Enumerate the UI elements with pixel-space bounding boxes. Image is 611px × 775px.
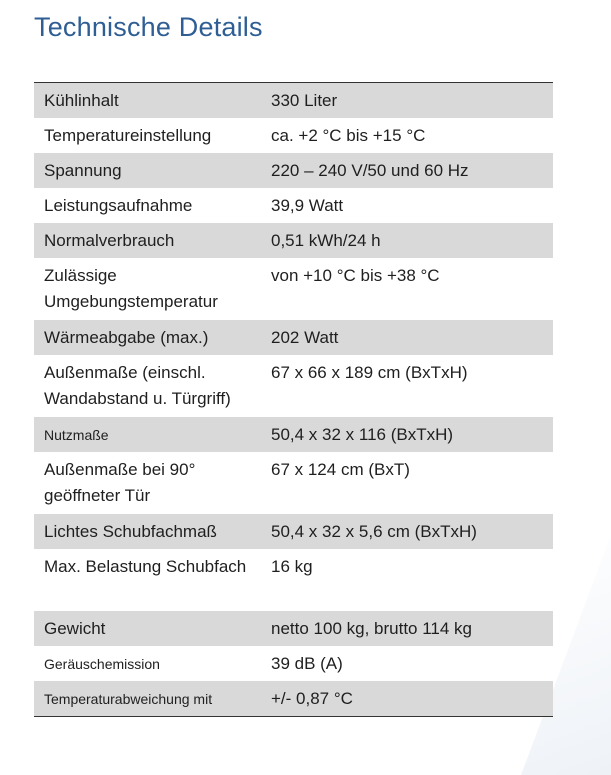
row-label: Spannung xyxy=(34,153,261,188)
table-row xyxy=(34,417,553,452)
table-row xyxy=(34,258,553,320)
row-value: 50,4 x 32 x 116 (BxTxH) xyxy=(261,417,553,452)
row-label: Geräuschemission xyxy=(44,656,160,672)
table-row xyxy=(34,549,553,611)
row-label: Normalverbrauch xyxy=(34,223,261,258)
row-value: 0,51 kWh/24 h xyxy=(261,223,553,258)
row-label: Nutzmaße xyxy=(34,417,261,452)
table-row xyxy=(34,514,553,549)
row-value: 330 Liter xyxy=(261,83,553,119)
table-row xyxy=(34,83,553,119)
page-title: Technische Details xyxy=(34,12,263,42)
table-row xyxy=(34,611,553,646)
table-row xyxy=(34,646,553,681)
row-label: Wärmeabgabe (max.) xyxy=(34,320,261,355)
row-label: Gewicht xyxy=(34,611,261,646)
spec-table xyxy=(34,82,553,717)
table-row xyxy=(34,153,553,188)
row-value: 16 kg xyxy=(271,557,313,576)
row-value: 67 x 66 x 189 cm (BxTxH) xyxy=(271,363,468,382)
row-label: Lichtes Schubfachmaß xyxy=(34,514,261,549)
row-label: Kühlinhalt xyxy=(34,83,261,119)
table-row xyxy=(34,681,553,717)
table-row xyxy=(34,188,553,223)
row-label: Max. Belastung Schubfach xyxy=(44,557,247,576)
row-value: 220 – 240 V/50 und 60 Hz xyxy=(261,153,553,188)
row-value: ca. +2 °C bis +15 °C xyxy=(271,126,426,145)
row-value: 67 x 124 cm (BxT) xyxy=(271,460,410,479)
row-value: 202 Watt xyxy=(261,320,553,355)
table-row xyxy=(34,452,553,514)
row-label: Leistungsaufnahme xyxy=(44,196,193,215)
row-label: Temperaturabweichung mit xyxy=(34,681,261,717)
row-value: 39 dB (A) xyxy=(271,654,343,673)
row-label: Zulässige Umgebungstemperatur xyxy=(44,266,218,311)
row-value: netto 100 kg, brutto 114 kg xyxy=(261,611,553,646)
row-value: +/- 0,87 °C xyxy=(261,681,553,717)
row-value: 50,4 x 32 x 5,6 cm (BxTxH) xyxy=(261,514,553,549)
table-row xyxy=(34,118,553,153)
row-label: Außenmaße (einschl. Wandabstand u. Türgriff) xyxy=(44,363,231,408)
table-row xyxy=(34,223,553,258)
table-row xyxy=(34,355,553,417)
row-label: Temperatureinstellung xyxy=(44,126,212,145)
row-label: Außenmaße bei 90° geöffneter Tür xyxy=(44,460,196,505)
row-value: von +10 °C bis +38 °C xyxy=(271,266,440,285)
table-row xyxy=(34,320,553,355)
row-value: 39,9 Watt xyxy=(271,196,344,215)
